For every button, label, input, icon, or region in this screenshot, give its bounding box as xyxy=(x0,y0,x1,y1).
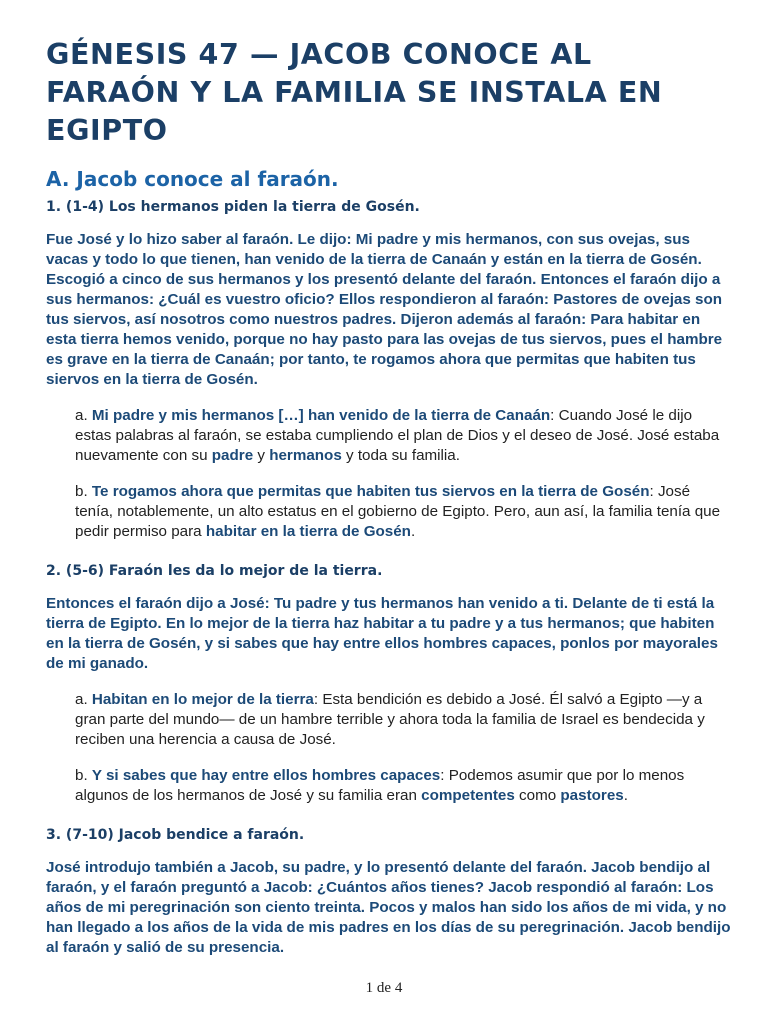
page-title: GÉNESIS 47 — JACOB CONOCE AL FARAÓN Y LA FAMILIA SE INSTALA EN EGIPTO xyxy=(46,38,663,147)
commentary-text: . xyxy=(623,787,628,804)
commentary-text: . xyxy=(410,523,416,540)
commentary-1a xyxy=(75,406,732,466)
quoted-phrase: Mi padre y mis hermanos […] han venido de la tierra de Canaán xyxy=(91,407,551,424)
document-page xyxy=(46,36,732,958)
keyword: hermanos xyxy=(269,447,342,464)
section-heading-a: A. Jacob conoce al faraón. xyxy=(46,167,339,191)
commentary-text: como xyxy=(514,787,561,804)
commentary-text: y xyxy=(253,447,270,464)
commentary-2b xyxy=(75,766,732,806)
page-number: 1 de 4 xyxy=(365,980,403,996)
keyword: padre xyxy=(211,447,254,464)
subsection-heading-2: 2. (5-6) Faraón les da lo mejor de la tierra. xyxy=(46,563,383,579)
quoted-phrase: Habitan en lo mejor de la tierra xyxy=(91,691,314,708)
quoted-phrase: Y si sabes que hay entre ellos hombres capaces xyxy=(91,767,441,784)
scripture-passage-3: José introdujo también a Jacob, su padre, y lo presentó delante del faraón. Jacob bendijo al faraón, y el faraón preguntó a Jacob: ¿Cuántos años tienes? Jacob respondió al faraón: Los años de mi peregrinación son ciento treinta. Pocos y malos han sido los años de mi vida, y no han llegado a los años de la vida de mis padres en los días de su peregrinación. Jacob bendijo al faraón y salió de su presencia. xyxy=(46,859,731,956)
scripture-passage-2: Entonces el faraón dijo a José: Tu padre y tus hermanos han venido a ti. Delante de ti está la tierra de Egipto. En lo mejor de la tierra haz habitar a tu padre y a tus hermanos; que habiten en la tierra de Gosén, y si sabes que hay entre ellos hombres capaces, ponlos por mayorales de mi ganado. xyxy=(46,595,718,672)
commentary-text: : Esta bendición es debido a José. Él salvó a Egipto —y a gran parte del mundo— de un hambre terrible y ahora toda la familia de Israel es bendecida y reciben una herencia a causa de José. xyxy=(75,691,705,748)
commentary-text: : Cuando José le dijo estas palabras al faraón, se estaba cumpliendo el plan de Dios y el deseo de José. José estaba nuevamente con su xyxy=(75,407,720,464)
subsection-heading-1: 1. (1-4) Los hermanos piden la tierra de Gosén. xyxy=(46,199,420,215)
commentary-2a xyxy=(75,690,732,750)
note-marker: b. xyxy=(75,483,92,500)
quoted-phrase: Te rogamos ahora que permitas que habiten tus siervos en la tierra de Gosén xyxy=(91,483,650,500)
subsection-1 xyxy=(46,196,732,542)
scripture-passage-1: Fue José y lo hizo saber al faraón. Le dijo: Mi padre y mis hermanos, con sus ovejas, sus vacas y todo lo que tienen, han venido de la tierra de Canaán y están en la tierra de Gosén. Escogió a cinco de sus hermanos y los presentó delante del faraón. Entonces el faraón dijo a sus hermanos: ¿Cuál es vuestro oficio? Ellos respondieron al faraón: Pastores de ovejas son tus siervos, así nosotros como nuestros padres. Dijeron además al faraón: Para habitar en esta tierra hemos venido, porque no hay pasto para las ovejas de tus siervos, pues el hambre es grave en la tierra de Canaán; por tanto, te rogamos ahora que permitas que habiten tus siervos en la tierra de Gosén. xyxy=(46,231,723,388)
subsection-2 xyxy=(46,560,732,806)
subsection-3 xyxy=(46,824,732,958)
note-marker: b. xyxy=(75,767,92,784)
commentary-text: y toda su familia. xyxy=(341,447,460,464)
note-marker: a. xyxy=(75,407,92,424)
commentary-1b xyxy=(75,482,732,542)
note-marker: a. xyxy=(75,691,92,708)
keyword: pastores xyxy=(560,787,624,804)
keyword: habitar en la tierra de Gosén xyxy=(205,523,411,540)
subsection-heading-3: 3. (7-10) Jacob bendice a faraón. xyxy=(46,827,305,843)
keyword: competentes xyxy=(421,787,515,804)
commentary-text: : Podemos asumir que por lo menos algunos de los hermanos de José y su familia eran xyxy=(75,767,685,804)
commentary-text: : José tenía, notablemente, un alto estatus en el gobierno de Egipto. Pero, aun así, la familia tenía que pedir permiso para xyxy=(75,483,721,540)
